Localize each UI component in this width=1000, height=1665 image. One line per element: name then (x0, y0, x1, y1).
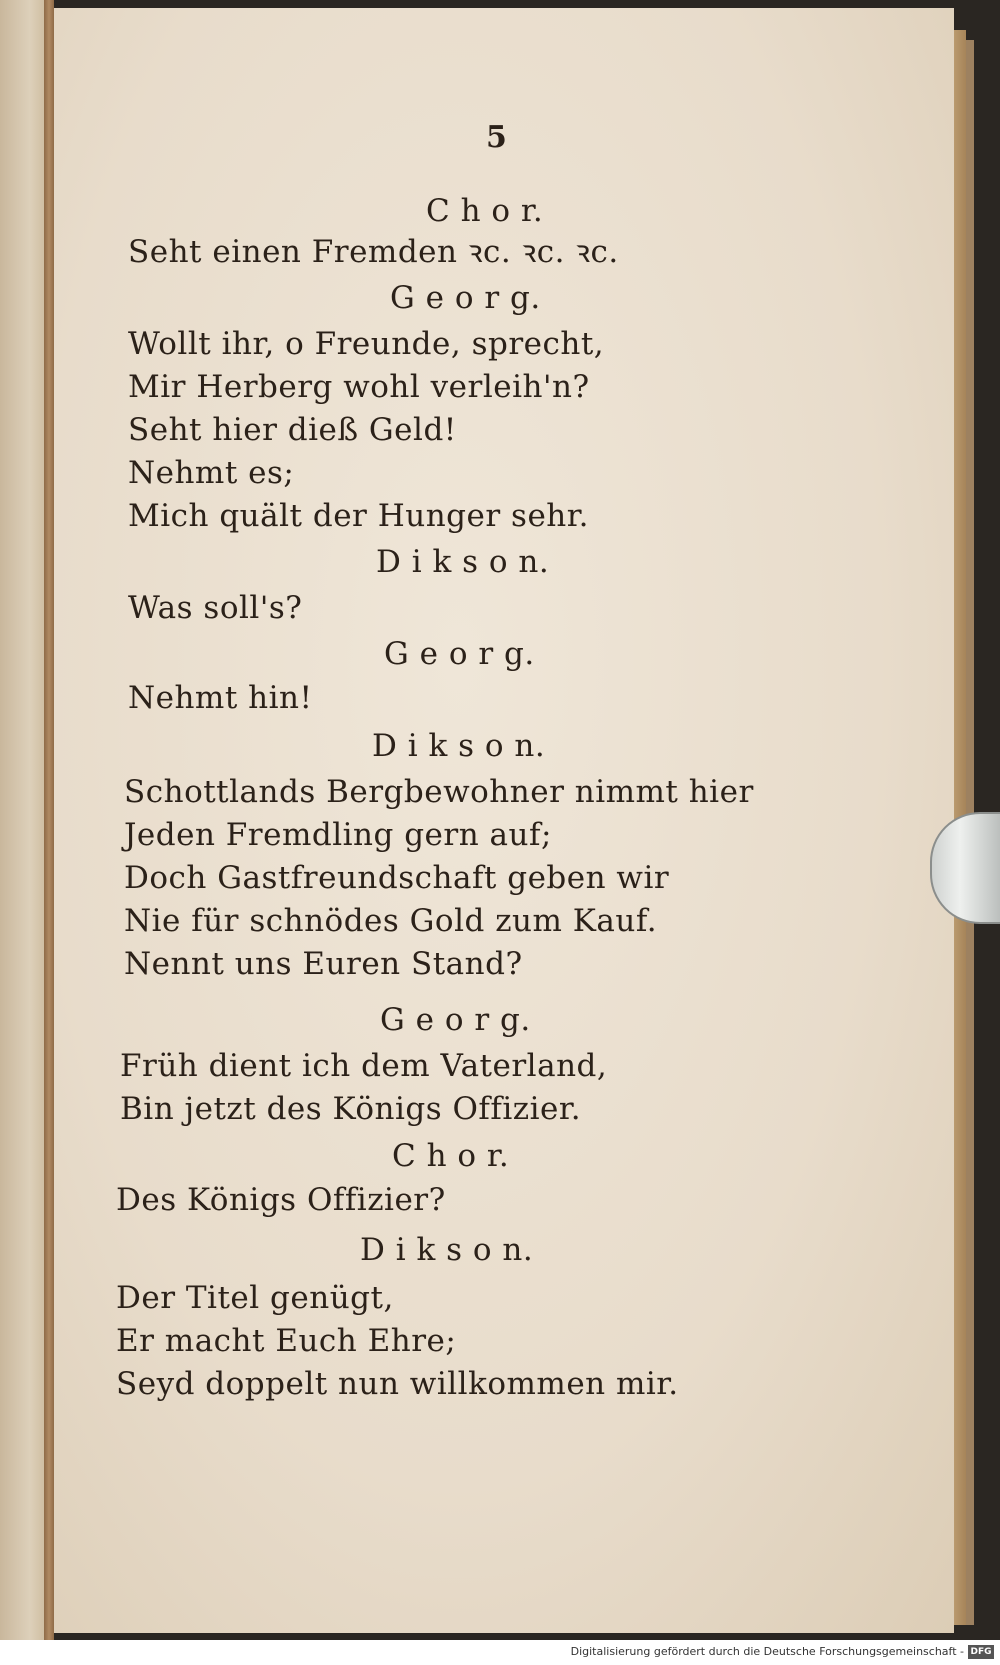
footer-bar (0, 1640, 1000, 1665)
speaker-heading: D i k s o n. (376, 544, 550, 580)
verse-line: Nehmt es; (128, 455, 295, 491)
verse-line: Nennt uns Euren Stand? (124, 946, 523, 982)
speaker-heading: D i k s o n. (372, 728, 546, 764)
page-text (54, 8, 954, 1633)
verse-line: Mir Herberg wohl verleih'n? (128, 369, 590, 405)
verse-line: Seyd doppelt nun willkommen mir. (116, 1366, 679, 1402)
speaker-heading: G e o r g. (390, 280, 541, 316)
speaker-heading: G e o r g. (384, 636, 535, 672)
verse-line: Seht hier dieß Geld! (128, 412, 457, 448)
verse-line: Seht einen Fremden ꝛc. ꝛc. ꝛc. (128, 234, 619, 270)
footer-credit: Digitalisierung gefördert durch die Deutsche Forschungsgemeinschaft - (570, 1645, 964, 1658)
dfg-logo-icon: DFG (968, 1645, 994, 1659)
verse-line: Wollt ihr, o Freunde, sprecht, (128, 326, 605, 362)
verse-line: Doch Gastfreundschaft geben wir (124, 860, 670, 896)
speaker-heading: G e o r g. (380, 1002, 531, 1038)
verse-line: Früh dient ich dem Vaterland, (120, 1048, 608, 1084)
previous-page-edge (0, 0, 50, 1640)
verse-line: Nie für schnödes Gold zum Kauf. (124, 903, 658, 939)
verse-line: Bin jetzt des Königs Offizier. (120, 1091, 582, 1127)
verse-line: Der Titel genügt, (116, 1280, 394, 1316)
verse-line: Schottlands Bergbewohner nimmt hier (124, 774, 754, 810)
speaker-heading: C h o r. (426, 193, 544, 229)
verse-line: Nehmt hin! (128, 680, 313, 716)
verse-line: Jeden Fremdling gern auf; (124, 817, 552, 853)
page-number: 5 (486, 120, 508, 155)
book-gutter (44, 0, 54, 1640)
speaker-heading: C h o r. (392, 1138, 510, 1174)
book-page (54, 8, 954, 1633)
speaker-heading: D i k s o n. (360, 1232, 534, 1268)
verse-line: Des Königs Offizier? (116, 1182, 446, 1218)
verse-line: Was soll's? (128, 590, 303, 626)
verse-line: Er macht Euch Ehre; (116, 1323, 457, 1359)
verse-line: Mich quält der Hunger sehr. (128, 498, 590, 534)
